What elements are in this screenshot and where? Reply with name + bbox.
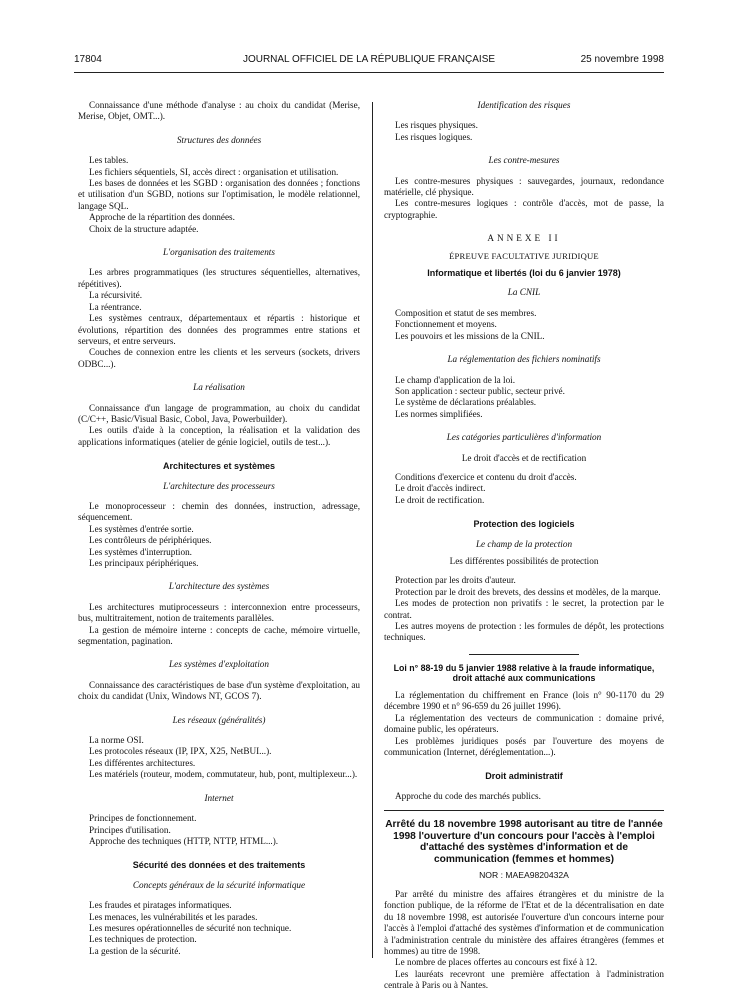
subsection-heading: La CNIL [507, 287, 541, 298]
paragraph: Par arrêté du ministre des affaires étrangères et du ministre de la fonction publique, de la réforme de l'Etat et de la décentralisation en date du 18 novembre 1998, est autorisée l'ouverture d'un concours interne pour l'accès à l'emploi d'attaché des systèmes d'information et de communication à l'administration centrale du ministère des affaires étrangères (femmes et hommes) au titre de 1998. [384, 889, 664, 957]
nor-reference: NOR : MAEA9820432A [479, 869, 569, 880]
subsection-heading: L'architecture des systèmes [168, 581, 270, 592]
paragraph: Les techniques de protection. [89, 934, 197, 945]
paragraph: Les contre-mesures physiques : sauvegardes, journaux, redondance matérielle, clé physique. [384, 175, 664, 198]
exam-heading: ÉPREUVE FACULTATIVE JURIDIQUE [449, 250, 599, 261]
paragraph: La gestion de la sécurité. [89, 945, 181, 956]
paragraph: Les mesures opérationnelles de sécurité non technique. [89, 922, 292, 933]
paragraph: Les pouvoirs et les missions de la CNIL. [395, 330, 545, 341]
section-heading: Les contre-mesures [488, 155, 560, 166]
section-heading: Identification des risques [477, 100, 571, 110]
paragraph: Approche des techniques (HTTP, NTTP, HTML...). [89, 835, 279, 846]
paragraph: Les fraudes et piratages informatiques. [89, 900, 232, 911]
right-column [384, 100, 664, 992]
paragraph: Les lauréats recevront une première affectation à l'administration centrale à Paris ou à Nantes. [384, 968, 664, 991]
paragraph: Le monoprocesseur : chemin des données, instruction, adressage, séquencement. [78, 500, 360, 523]
subsection-heading: L'architecture des processeurs [163, 480, 275, 491]
law-title: Loi n° 88-19 du 5 janvier 1988 relative à la fraude informatique, droit attaché aux communications [393, 662, 655, 684]
subsection-subheading: Les différentes possibilités de protection [449, 555, 599, 566]
section-heading: La réalisation [193, 382, 245, 393]
section-heading: Sécurité des données et des traitements [132, 860, 306, 871]
annex-heading: ANNEXE II [487, 233, 561, 244]
paragraph: Les problèmes juridiques posés par l'ouverture des moyens de communication (Internet, déréglementation...). [384, 735, 664, 758]
paragraph: Les autres moyens de protection : les formules de dépôt, les protections techniques. [384, 621, 664, 643]
section-heading: Structures des données [176, 134, 262, 145]
paragraph: Le droit d'accès indirect. [395, 483, 486, 494]
subsection-heading: Concepts généraux de la sécurité informatique [132, 879, 306, 890]
paragraph: Choix de la structure adaptée. [89, 223, 199, 234]
paragraph: Les principaux périphériques. [89, 558, 199, 568]
section-heading: L'organisation des traitements [163, 247, 275, 258]
paragraph: Protection par le droit des brevets, des dessins et modèles, de la marque. [395, 586, 661, 597]
paragraph: Les arbres programmatiques (les structures séquentielles, alternatives, répétitives). [78, 267, 360, 289]
paragraph: Les risques logiques. [395, 131, 473, 142]
paragraph: Les modes de protection non privatifs : le secret, la protection par le contrat. [384, 598, 664, 620]
paragraph: Les systèmes centraux, départementaux et répartis : historique et évolutions, répartition des données des programmes entre stations et serveurs, et entre serveurs. [78, 313, 360, 346]
paragraph: Conditions d'exercice et contenu du droit d'accès. [395, 471, 577, 482]
paragraph: La norme OSI. [89, 735, 144, 746]
issue-date: 25 novembre 1998 [580, 54, 664, 65]
paragraph: Les systèmes d'interruption. [89, 546, 192, 557]
paragraph: Les outils d'aide à la conception, la réalisation et la validation des applications informatiques (atelier de génie logiciel, outils de test...). [78, 425, 360, 447]
paragraph: Fonctionnement et moyens. [395, 319, 497, 330]
paragraph: Principes de fonctionnement. [89, 813, 197, 824]
page-header [74, 54, 664, 70]
column-divider [372, 102, 373, 958]
paragraph: Les bases de données et les SGBD : organisation des données ; fonctions et utilisation d'un SGBD, notions sur l'optimisation, le modèle relationnel, langage SQL. [78, 178, 360, 211]
section-heading: Architectures et systèmes [162, 461, 276, 472]
paragraph: La réglementation des vecteurs de communication : domaine privé, domaine public, les opérateurs. [384, 712, 664, 735]
paragraph: Connaissance des caractéristiques de base d'un système d'exploitation, au choix du candidat (Unix, Windows NT, GCOS 7). [78, 679, 360, 702]
subsection-subheading: Le droit d'accès et de rectification [461, 452, 587, 463]
paragraph: Les systèmes d'entrée sortie. [89, 523, 194, 534]
header-rule [74, 72, 664, 73]
paragraph: Connaissance d'une méthode d'analyse : au choix du candidat (Merise, Merise, Objet, OMT...). [78, 100, 360, 122]
separator-rule [469, 654, 579, 655]
paragraph: Composition et statut de ses membres. [395, 307, 537, 318]
paragraph: Le système de déclarations préalables. [395, 397, 537, 408]
paragraph: Les contre-mesures logiques : contrôle d'accès, mot de passe, la cryptographie. [384, 198, 664, 220]
section-heading: Protection des logiciels [473, 519, 575, 530]
paragraph: Les architectures mutiprocesseurs : interconnexion entre processeurs, bus, multitraitement, notion de traitements parallèles. [78, 601, 360, 624]
paragraph: Le nombre de places offertes au concours est fixé à 12. [395, 957, 598, 968]
paragraph: Son application : secteur public, secteur privé. [395, 385, 565, 396]
paragraph: La récursivité. [89, 290, 143, 301]
subsection-heading: Les systèmes d'exploitation [169, 659, 269, 670]
page-number: 17804 [74, 54, 102, 65]
subsection-heading: Internet [204, 792, 234, 803]
subsection-heading: Les catégories particulières d'information [446, 432, 602, 443]
paragraph: Les fichiers séquentiels, SI, accès direct : organisation et utilisation. [89, 166, 339, 177]
paragraph: Le droit de rectification. [395, 494, 485, 505]
section-heading: Droit administratif [485, 771, 563, 782]
paragraph: La réentrance. [89, 301, 142, 312]
subsection-heading: La réglementation des fichiers nominatifs [447, 354, 601, 365]
paragraph: Les contrôleurs de périphériques. [89, 535, 212, 546]
paragraph: Le champ d'application de la loi. [395, 374, 516, 385]
left-column [78, 100, 360, 957]
paragraph: Couches de connexion entre les clients et les serveurs (sockets, drivers ODBC...). [78, 347, 360, 369]
paragraph: Protection par les droits d'auteur. [395, 575, 516, 586]
decree-title: Arrêté du 18 novembre 1998 autorisant au titre de l'année 1998 l'ouverture d'un concours pour l'accès à l'emploi d'attaché des systèmes d'information et de communication (femmes et hommes) [385, 819, 663, 866]
subsection-heading: Le champ de la protection [475, 538, 573, 549]
paragraph: Les différentes architectures. [89, 757, 196, 768]
journal-title: JOURNAL OFFICIEL DE LA RÉPUBLIQUE FRANÇAISE [242, 54, 496, 65]
paragraph: Les protocoles réseaux (IP, IPX, X25, NetBUI...). [89, 746, 272, 757]
paragraph: Les menaces, les vulnérabilités et les parades. [89, 911, 258, 922]
paragraph: Les normes simplifiées. [395, 408, 483, 419]
paragraph: Connaissance d'un langage de programmation, au choix du candidat (C/C++, Basic/Visual Basic, Cobol, Java, Powerbuilder). [78, 402, 360, 424]
paragraph: La réglementation du chiffrement en France (lois n° 90-1170 du 29 décembre 1990 et n° 96-659 du 26 juillet 1996). [384, 690, 664, 712]
paragraph: La gestion de mémoire interne : concepts de cache, mémoire virtuelle, segmentation, pagination. [78, 624, 360, 647]
section-heading: Informatique et libertés (loi du 6 janvier 1978) [427, 268, 621, 279]
paragraph: Approche de la répartition des données. [89, 212, 235, 223]
paragraph: Approche du code des marchés publics. [395, 790, 541, 801]
separator-rule [384, 810, 664, 811]
paragraph: Les matériels (routeur, modem, commutateur, hub, pont, multiplexeur...). [89, 769, 358, 780]
paragraph: Les risques physiques. [395, 120, 478, 131]
subsection-heading: Les réseaux (généralités) [172, 714, 266, 725]
paragraph: Les tables. [89, 155, 129, 166]
paragraph: Principes d'utilisation. [89, 824, 171, 835]
